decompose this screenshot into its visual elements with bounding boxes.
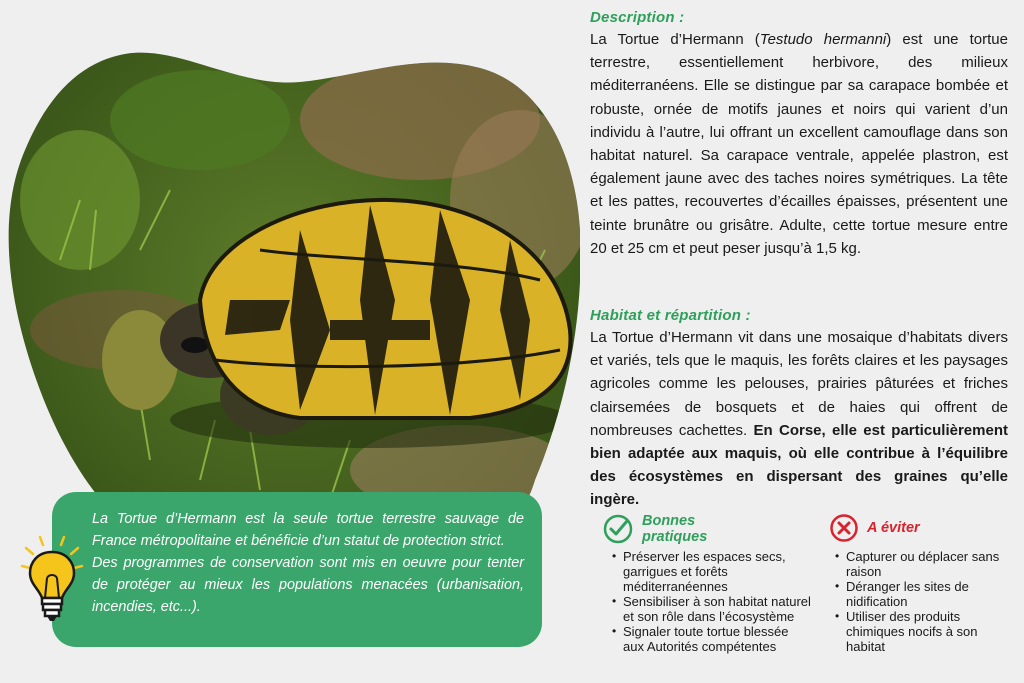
tortoise-photo [0,0,580,560]
good-practices-title [642,513,707,545]
avoid-list [834,549,1009,654]
good-practices-list [611,549,811,654]
list-item: • Préserver les espaces secs, garrigues et forêts méditerranéennes [611,549,811,594]
description-title: Description : [590,9,685,26]
info-callout-line-1: La Tortue d’Hermann est la seule tortue terrestre sauvage de France métropolitaine et bénéficie d’un statut de protection strict. [92,511,524,549]
cross-circle-icon [829,513,859,543]
habitat-title: Habitat et répartition : [590,307,751,324]
lightbulb-icon [14,532,90,628]
habitat-text-bold: En Corse, elle est particulièrement bien adaptée aux maquis, où elle contribue à l’équilibre des écosystèmes en dispersant des graines qu’elle ingère. [590,421,1008,509]
list-item: • Utiliser des produits chimiques nocifs à son habitat [834,609,1009,654]
list-item: • Sensibiliser à son habitat naturel et son rôle dans l’écosystème [611,594,811,624]
info-callout-text [92,508,524,618]
description-text-a: La Tortue d’Hermann ( [590,31,760,48]
list-item: • Déranger les sites de nidification [834,579,1009,609]
description-text-b: ) est une tortue terrestre, essentiellement herbivore, des milieux méditerranéens. Elle se distingue par sa carapace bombée et robuste, ornée de motifs jaunes et noirs qui varient d’un individu à l’autre, lui offrant un excellent camouflage dans son habitat naturel. Sa carapace ventrale, appelée plastron, est également jaune avec des taches noires symétriques. La tête et les pattes, recouvertes d’écailles épaisses, présentent une teinte brunâtre ou grisâtre. Adulte, cette tortue mesure entre 20 et 25 cm et peut peser jusqu’à 1,5 kg. [590,31,1008,257]
description-text [590,28,1008,260]
habitat-text [590,326,1008,512]
habitat-text-regular: La Tortue d’Hermann vit dans une mosaique d’habitats divers et variés, tels que le maquis, les forêts claires et les paysages agricoles comme les pelouses, prairies pâturées et friches clairsemées de bosquets et de haies qui offrent de nombreuses cachettes. [590,329,1008,439]
info-callout-line-2: Des programmes de conservation sont mis en oeuvre pour tenter de protéger au mieux les populations menacées (urbanisation, incendies, etc...). [92,555,524,615]
good-practices-title-1: Bonnes [642,513,696,529]
avoid-title: A éviter [867,520,920,536]
good-practices-title-2: pratiques [642,529,708,545]
check-circle-icon [602,513,634,545]
species-latin-name: Testudo hermanni [759,31,887,48]
list-item: • Signaler toute tortue blessée aux Autorités compétentes [611,624,811,654]
list-item: • Capturer ou déplacer sans raison [834,549,1009,579]
